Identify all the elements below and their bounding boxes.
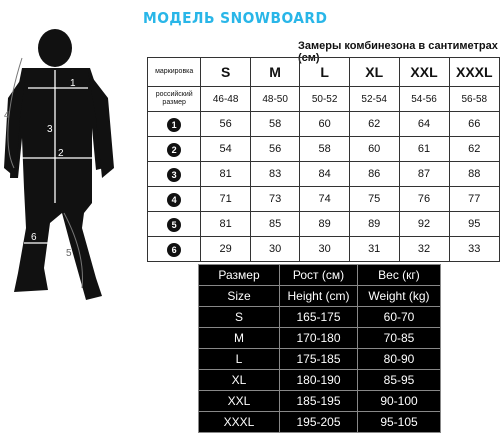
marker-5: 5 (66, 248, 72, 259)
measurements-table (147, 57, 500, 262)
table-cell: 30 (300, 237, 350, 262)
table-cell: 175-185 (280, 349, 358, 370)
table-cell: 95-105 (358, 412, 441, 433)
table-cell: 86 (349, 162, 399, 187)
size-header: XL (349, 58, 399, 87)
table-cell: 83 (250, 162, 300, 187)
marker-3: 3 (47, 124, 53, 135)
table-row (199, 307, 441, 328)
size-header: M (250, 58, 300, 87)
marker-2: 2 (58, 148, 64, 159)
table-cell: 92 (399, 212, 449, 237)
measure-row-4 (148, 187, 500, 212)
row-number (148, 237, 201, 262)
table-cell: 180-190 (280, 370, 358, 391)
table-cell: 85-95 (358, 370, 441, 391)
size-header: XXL (399, 58, 449, 87)
table-cell: L (199, 349, 280, 370)
number-badge: 1 (167, 118, 181, 132)
table-cell: 75 (349, 187, 399, 212)
number-badge: 4 (167, 193, 181, 207)
table-cell: 165-175 (280, 307, 358, 328)
size-header: XXXL (449, 58, 499, 87)
ru-size: 56-58 (449, 87, 499, 112)
measure-row-3 (148, 162, 500, 187)
table-cell: 88 (449, 162, 499, 187)
table-cell: 89 (300, 212, 350, 237)
header-row-ru (199, 265, 441, 286)
table-row (199, 370, 441, 391)
table-cell: 74 (300, 187, 350, 212)
measure-row-6 (148, 237, 500, 262)
ru-size: 48-50 (250, 87, 300, 112)
measurements-subtitle: Замеры комбинезона в сантиметрах (см) (298, 40, 498, 64)
size-header: L (300, 58, 350, 87)
header-cell: Height (cm) (280, 286, 358, 307)
table-cell: 80-90 (358, 349, 441, 370)
table-cell: 71 (201, 187, 251, 212)
table-cell: 76 (399, 187, 449, 212)
table-cell: 64 (399, 112, 449, 137)
table-cell: 77 (449, 187, 499, 212)
marker-6: 6 (31, 232, 37, 243)
header-cell: Рост (см) (280, 265, 358, 286)
table-cell: 66 (449, 112, 499, 137)
label-header: маркировка (148, 58, 201, 87)
size-header-row (148, 58, 500, 87)
table-cell: 58 (250, 112, 300, 137)
ru-size: 50-52 (300, 87, 350, 112)
table-cell: 31 (349, 237, 399, 262)
snowboarder-silhouette-icon (0, 28, 138, 318)
table-cell: XXL (199, 391, 280, 412)
ru-size: 52-54 (349, 87, 399, 112)
table-cell: 95 (449, 212, 499, 237)
table-cell: 90-100 (358, 391, 441, 412)
table-row (199, 349, 441, 370)
table-cell: 170-180 (280, 328, 358, 349)
table-cell: 61 (399, 137, 449, 162)
table-cell: 73 (250, 187, 300, 212)
number-badge: 3 (167, 168, 181, 182)
table-cell: 30 (250, 237, 300, 262)
silhouette-body (4, 29, 114, 300)
ru-size: 46-48 (201, 87, 251, 112)
table-cell: 29 (201, 237, 251, 262)
table-cell: 84 (300, 162, 350, 187)
measure-row-1 (148, 112, 500, 137)
header-row-en (199, 286, 441, 307)
measure-row-5 (148, 212, 500, 237)
ru-size: 54-56 (399, 87, 449, 112)
table-cell: S (199, 307, 280, 328)
brand-title: МОДЕЛЬ SNOWBOARD (143, 9, 328, 27)
table-cell: XL (199, 370, 280, 391)
table-row (199, 391, 441, 412)
table-cell: 81 (201, 162, 251, 187)
marker-4: 4 (4, 110, 10, 121)
table-cell: 60-70 (358, 307, 441, 328)
table-cell: XXXL (199, 412, 280, 433)
table-cell: 60 (300, 112, 350, 137)
table-cell: 81 (201, 212, 251, 237)
russian-size-row (148, 87, 500, 112)
table-cell: 32 (399, 237, 449, 262)
row-number (148, 137, 201, 162)
header-cell: Размер (199, 265, 280, 286)
measure-row-2 (148, 137, 500, 162)
number-badge: 6 (167, 243, 181, 257)
row-number (148, 162, 201, 187)
table-cell: 87 (399, 162, 449, 187)
row-number (148, 212, 201, 237)
row-number (148, 112, 201, 137)
header-cell: Size (199, 286, 280, 307)
marker-1: 1 (70, 78, 76, 89)
table-cell: 56 (201, 112, 251, 137)
table-cell: 89 (349, 212, 399, 237)
table-cell: 62 (449, 137, 499, 162)
table-cell: 195-205 (280, 412, 358, 433)
table-cell: 58 (300, 137, 350, 162)
number-badge: 5 (167, 218, 181, 232)
table-cell: M (199, 328, 280, 349)
russian-size-label: российский размер (148, 87, 201, 112)
table-cell: 33 (449, 237, 499, 262)
table-cell: 54 (201, 137, 251, 162)
table-row (199, 412, 441, 433)
table-cell: 85 (250, 212, 300, 237)
size-chart-table (198, 264, 441, 433)
size-header: S (201, 58, 251, 87)
table-row (199, 328, 441, 349)
table-cell: 60 (349, 137, 399, 162)
header-cell: Weight (kg) (358, 286, 441, 307)
table-cell: 62 (349, 112, 399, 137)
number-badge: 2 (167, 143, 181, 157)
table-cell: 56 (250, 137, 300, 162)
header-cell: Вес (кг) (358, 265, 441, 286)
row-number (148, 187, 201, 212)
table-cell: 70-85 (358, 328, 441, 349)
table-cell: 185-195 (280, 391, 358, 412)
